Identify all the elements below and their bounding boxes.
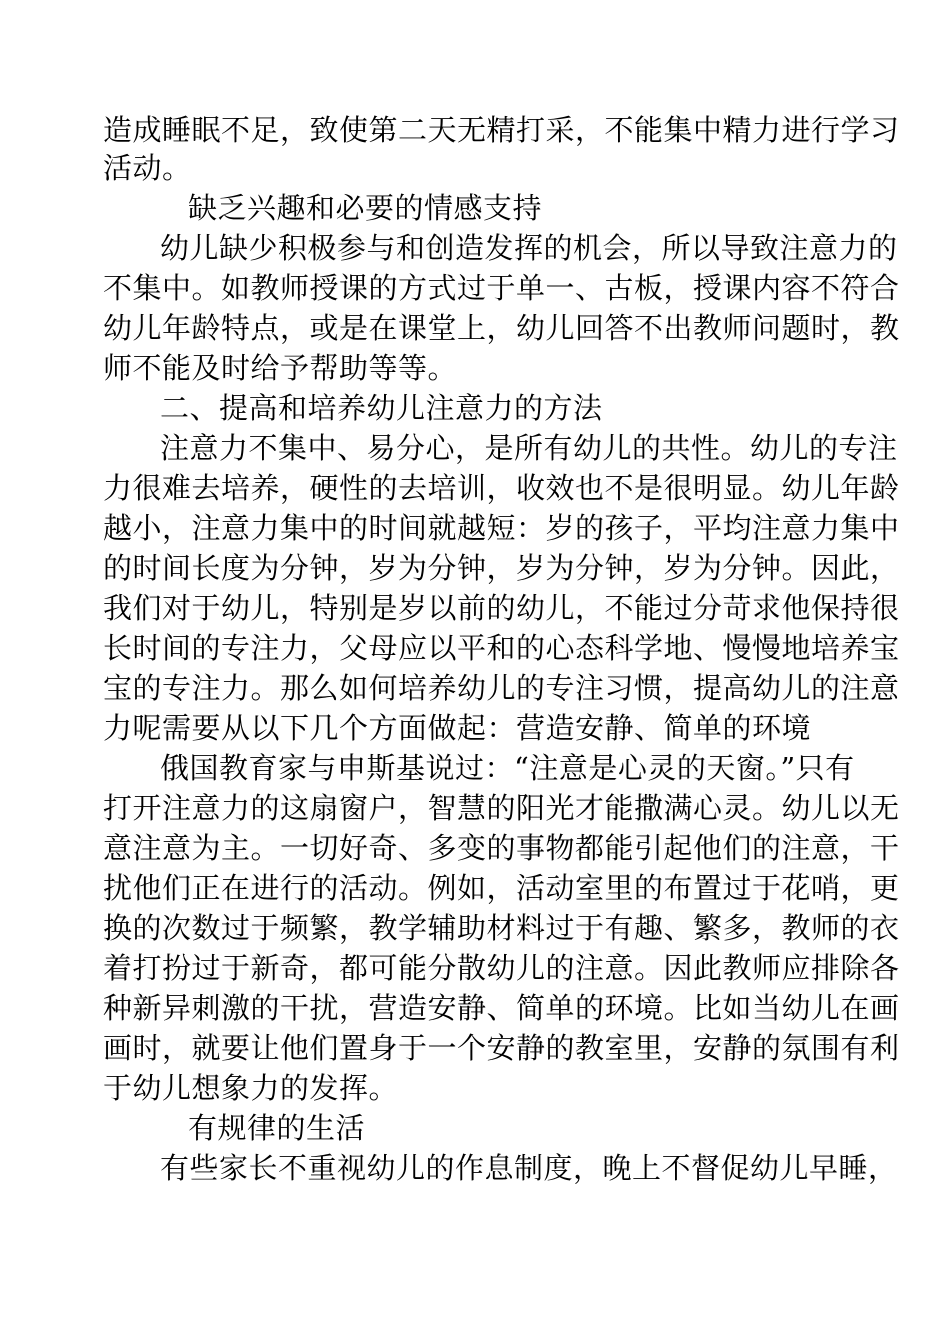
text-line: 扰他们正在进行的活动。例如，活动室里的布置过于花哨，更 (103, 871, 900, 905)
text-line: 活动。 (103, 151, 192, 185)
text-line: 注意力不集中、易分心，是所有幼儿的共性。幼儿的专注 (160, 431, 898, 465)
text-line: 的时间长度为分钟，岁为分钟，岁为分钟，岁为分钟。因此， (103, 551, 900, 585)
section-heading: 有规律的生活 (188, 1111, 366, 1145)
text-line: 宝的专注力。那么如何培养幼儿的专注习惯，提高幼儿的注意 (103, 671, 900, 705)
text-line: 幼儿缺少积极参与和创造发挥的机会，所以导致注意力的 (160, 231, 898, 265)
text-line: 幼儿年龄特点，或是在课堂上，幼儿回答不出教师问题时，教 (103, 311, 900, 345)
text-line: 不集中。如教师授课的方式过于单一、古板，授课内容不符合 (103, 271, 900, 305)
text-line: 于幼儿想象力的发挥。 (103, 1071, 399, 1105)
text-line: 画时，就要让他们置身于一个安静的教室里，安静的氛围有利 (103, 1031, 900, 1065)
text-line: 长时间的专注力，父母应以平和的心态科学地、慢慢地培养宝 (103, 631, 900, 665)
section-heading: 二、提高和培养幼儿注意力的方法 (160, 391, 603, 425)
text-line: 种新异刺激的干扰，营造安静、简单的环境。比如当幼儿在画 (103, 991, 900, 1025)
text-line: 俄国教育家与申斯基说过：“注意是心灵的天窗。”只有 (160, 751, 855, 785)
text-line: 力很难去培养，硬性的去培训，收效也不是很明显。幼儿年龄 (103, 471, 900, 505)
text-line: 越小，注意力集中的时间就越短：岁的孩子，平均注意力集中 (103, 511, 900, 545)
text-line: 造成睡眠不足，致使第二天无精打采，不能集中精力进行学习 (103, 113, 900, 147)
text-line: 我们对于幼儿，特别是岁以前的幼儿，不能过分苛求他保持很 (103, 591, 900, 625)
text-line: 有些家长不重视幼儿的作息制度，晚上不督促幼儿早睡， (160, 1151, 898, 1185)
text-line: 换的次数过于频繁，教学辅助材料过于有趣、繁多，教师的衣 (103, 911, 900, 945)
text-line: 师不能及时给予帮助等等。 (103, 351, 458, 385)
text-line: 力呢需要从以下几个方面做起：营造安静、简单的环境 (103, 711, 812, 745)
text-line: 意注意为主。一切好奇、多变的事物都能引起他们的注意，干 (103, 831, 900, 865)
text-line: 打开注意力的这扇窗户，智慧的阳光才能撒满心灵。幼儿以无 (103, 791, 900, 825)
text-line: 着打扮过于新奇，都可能分散幼儿的注意。因此教师应排除各 (103, 951, 900, 985)
section-heading: 缺乏兴趣和必要的情感支持 (188, 191, 543, 225)
